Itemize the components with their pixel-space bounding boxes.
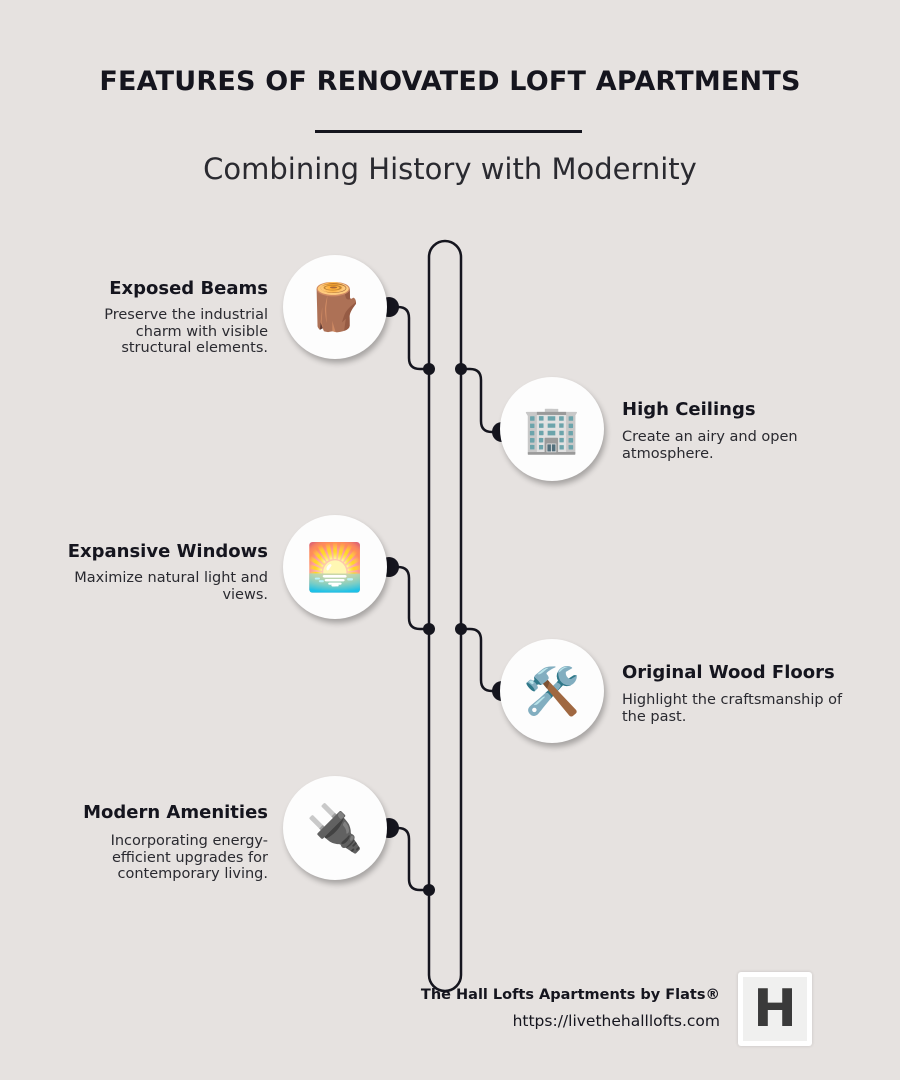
wood-logs-icon: 🪵	[283, 255, 387, 359]
feature-title: High Ceilings	[622, 399, 756, 420]
connector-expansive-windows	[389, 567, 429, 629]
timeline-junction	[455, 363, 467, 375]
timeline-junction	[423, 623, 435, 635]
feature-description: Create an airy and open atmosphere.	[622, 429, 798, 462]
brand-logo	[738, 972, 812, 1046]
feature-title: Modern Amenities	[83, 802, 268, 823]
timeline-junction	[423, 363, 435, 375]
electric-plug-icon: 🔌	[283, 776, 387, 880]
feature-title: Expansive Windows	[67, 541, 268, 562]
page-title: FEATURES OF RENOVATED LOFT APARTMENTS	[99, 66, 801, 97]
connector-high-ceilings	[461, 369, 502, 432]
feature-title: Original Wood Floors	[622, 662, 835, 683]
timeline-track	[429, 241, 461, 991]
feature-description: Highlight the craftsmanship of the past.	[622, 692, 843, 725]
timeline-junction	[423, 884, 435, 896]
office-building-icon: 🏢	[500, 377, 604, 481]
feature-description: Incorporating energy-efficient upgrades for contemporary living.	[110, 833, 268, 882]
footer-brand: The Hall Lofts Apartments by Flats®	[420, 987, 720, 1003]
feature-title: Exposed Beams	[109, 278, 268, 299]
connector-modern-amenities	[389, 828, 429, 890]
page-subtitle: Combining History with Modernity	[203, 152, 697, 186]
logo-letter: H	[743, 977, 807, 1041]
footer-url-link[interactable]: https://livethehalllofts.com	[512, 1012, 720, 1030]
feature-description: Maximize natural light and views.	[74, 570, 268, 603]
connector-original-wood-floors	[461, 629, 502, 691]
feature-description: Preserve the industrial charm with visible structural elements.	[104, 307, 268, 356]
timeline-junction	[455, 623, 467, 635]
sunrise-picture-icon: 🌅	[283, 515, 387, 619]
hammer-and-wrench-icon: 🛠️	[500, 639, 604, 743]
connector-exposed-beams	[389, 307, 429, 369]
